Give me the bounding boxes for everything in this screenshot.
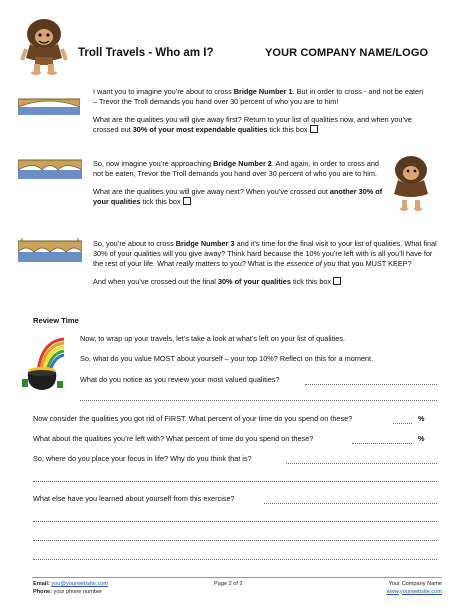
answer-field-learned-4[interactable] — [33, 558, 437, 560]
question-remaining-qualities: What about the qualities you’re left with? What percent of time do you spend on these? — [33, 434, 314, 443]
footer-contact: Email: you@yourwebsite.com Phone: your phone number — [33, 581, 109, 595]
bridge-1-checkbox[interactable] — [310, 125, 318, 133]
page-number: Page 2 of 2 — [214, 581, 243, 587]
footer-company: Your Company Name www.yourwebsite.com — [359, 581, 442, 596]
bridge-3-paragraph: So, you’re about to cross Bridge Number 3 and it’s time for the final visit to your list of qualities. What final 30% of your qualities will you give away? Think hard because the 10% you’re left with is all you’ll have for the rest of your life. What really matters to you? What is the essence of you that you MUST KEEP? — [93, 239, 437, 269]
review-line-2: So, what do you value MOST about yourself – your top 10%? Reflect on this for a moment. — [80, 354, 374, 363]
percent-sign: % — [418, 414, 425, 423]
answer-field-focus[interactable] — [286, 462, 437, 464]
answer-field-percent-first[interactable] — [393, 422, 412, 424]
review-line-1: Now, to wrap up your travels, let’s take a look at what’s left on your list of qualities. — [80, 334, 345, 343]
review-line-3: What do you notice as you review your most valued qualities? — [80, 375, 280, 384]
answer-field-learned[interactable] — [264, 502, 437, 504]
answer-field-learned-2[interactable] — [33, 520, 437, 522]
website-link[interactable]: www.yourwebsite.com — [386, 588, 442, 595]
bridge-2-checkbox[interactable] — [183, 197, 191, 205]
company-logo-placeholder: YOUR COMPANY NAME/LOGO — [265, 47, 429, 59]
bridge-1-instruction: What are the qualities you will give away first? Return to your list of qualities now, and when you’ve crossed out 30% of your most expendable qualities tick this box — [93, 115, 412, 135]
question-focus: So, where do you place your focus in life? Why do you think that is? — [33, 454, 252, 463]
rainbow-icon — [38, 339, 64, 371]
review-heading: Review Time — [33, 316, 79, 325]
answer-field-percent-remaining[interactable] — [352, 442, 412, 444]
bridge-icon — [18, 93, 80, 115]
question-learned: What else have you learned about yourself from this exercise? — [33, 494, 235, 503]
bridge-2-paragraph: So, now imagine you’re approaching Bridge Number 2. And again, in order to cross and not be eaten, Trevor the Troll demands you hand over 30 percent of who you are to him. — [93, 159, 379, 179]
troll-icon — [18, 14, 70, 76]
email-link[interactable]: you@yourwebsite.com — [51, 581, 109, 587]
bridge-3-section — [93, 239, 438, 287]
bridge-3-checkbox[interactable] — [333, 277, 341, 285]
footer-divider — [32, 577, 442, 578]
answer-field-focus-2[interactable] — [33, 480, 437, 482]
answer-field-learned-3[interactable] — [33, 539, 437, 541]
bridge-2-instruction: What are the qualities you will give away next? When you’ve crossed out another 30% of your qualities tick this box — [93, 187, 383, 207]
answer-field-valued-qualities-2[interactable] — [80, 399, 437, 401]
pot-of-gold-icon — [20, 335, 70, 395]
bridge-3-instruction: And when you’ve crossed out the final 30% of your qualities tick this box — [93, 277, 438, 287]
bridge-icon — [18, 155, 82, 179]
question-first-qualities: Now consider the qualities you got rid of FIRST. What percent of your time do you spend on these? — [33, 414, 353, 423]
troll-icon — [388, 152, 434, 212]
bridge-2-section — [93, 159, 389, 207]
phone-number: your phone number — [53, 588, 103, 595]
answer-field-valued-qualities[interactable] — [305, 383, 437, 385]
percent-sign: % — [418, 434, 425, 443]
page-title: Troll Travels - Who am I? — [78, 47, 214, 59]
bridge-1-paragraph: I want you to imagine you’re about to cross Bridge Number 1. But in order to cross - and not be eaten – Trevor the Troll demands you hand over 30 percent of who you are to him! — [93, 87, 424, 107]
bridge-1-section — [93, 87, 428, 135]
bridge-icon — [18, 236, 82, 262]
